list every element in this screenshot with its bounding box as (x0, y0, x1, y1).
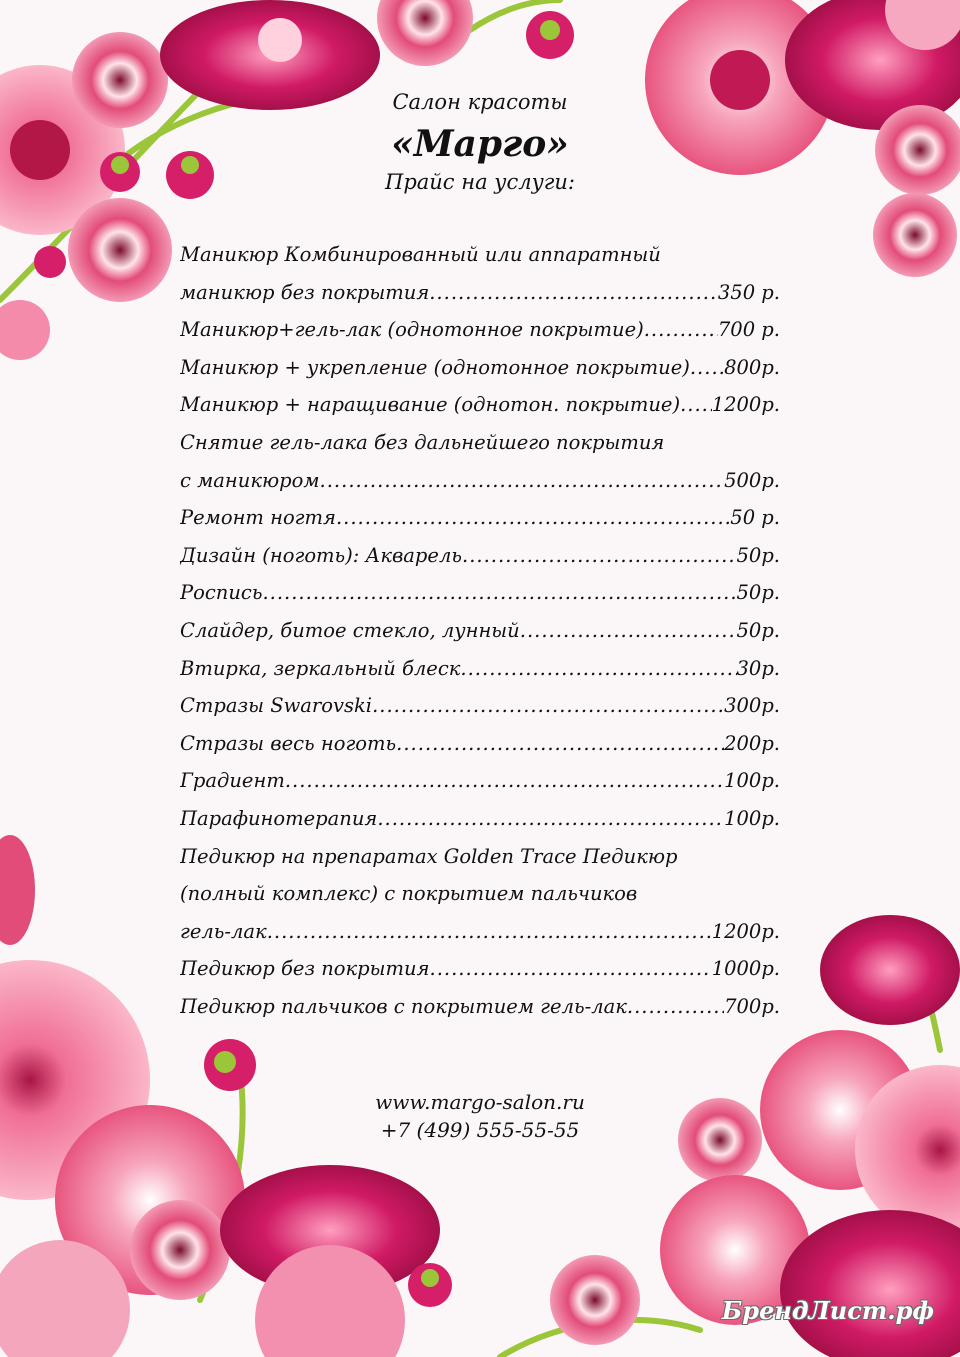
service-line (180, 386, 780, 424)
service-name: Маникюр+гель-лак (однотонное покрытие) (180, 318, 644, 342)
price-list-heading: Прайс на услуги: (385, 170, 575, 194)
dot-leader (320, 462, 725, 500)
watermark-logo: БрендЛист.рф (721, 1296, 934, 1325)
service-line (180, 687, 780, 725)
service-price: 350 р. (717, 280, 780, 304)
dot-leader (520, 612, 737, 650)
service-line (180, 236, 780, 274)
salon-subtitle: Салон красоты (392, 90, 568, 114)
service-line (180, 762, 780, 800)
service-name: Роспись (180, 581, 263, 605)
service-price: 200р. (724, 731, 780, 755)
service-price: 50 р. (730, 506, 780, 530)
service-line (180, 650, 780, 688)
dot-leader (690, 349, 724, 387)
service-line (180, 612, 780, 650)
service-name: Маникюр + наращивание (однотон. покрытие) (180, 393, 681, 417)
service-price: 1000р. (711, 957, 780, 981)
dot-leader (429, 274, 718, 312)
service-text: (полный комплекс) с покрытием пальчиков (180, 882, 638, 906)
service-name: Дизайн (ноготь): Акварель (180, 543, 462, 567)
service-line (180, 349, 780, 387)
service-line (180, 950, 780, 988)
phone-number[interactable]: +7 (499) 555-55-55 (380, 1118, 580, 1142)
service-price: 1200р. (711, 393, 780, 417)
service-text: Педикюр на препаратах Golden Trace Педикюр (180, 844, 678, 868)
service-line (180, 988, 780, 1026)
service-name: Маникюр + укрепление (однотонное покрытие) (180, 355, 690, 379)
service-line (180, 462, 780, 500)
dot-leader (680, 386, 712, 424)
service-name: Парафинотерапия (180, 806, 378, 830)
service-price: 700 р. (717, 318, 780, 342)
service-price: 50р. (736, 618, 780, 642)
service-line (180, 424, 780, 462)
service-line (180, 499, 780, 537)
service-text: Снятие гель-лака без дальнейшего покрытия (180, 430, 665, 454)
service-name: Градиент (180, 769, 285, 793)
dot-leader (627, 988, 724, 1026)
service-name: Втирка, зеркальный блеск (180, 656, 461, 680)
service-text: Маникюр Комбинированный или аппаратный (180, 243, 661, 266)
dot-leader (285, 762, 724, 800)
service-price: 500р. (724, 468, 780, 492)
service-line (180, 537, 780, 575)
dot-leader (262, 574, 736, 612)
service-price: 30р. (736, 656, 780, 680)
dot-leader (460, 650, 736, 688)
service-line (180, 574, 780, 612)
dot-leader (430, 950, 712, 988)
service-price: 100р. (724, 806, 780, 830)
service-name: Педикюр пальчиков с покрытием гель-лак (180, 994, 627, 1018)
dot-leader (396, 725, 724, 763)
dot-leader (336, 499, 730, 537)
website-link[interactable]: www.margo-salon.ru (375, 1090, 585, 1114)
dot-leader (462, 537, 737, 575)
service-line (180, 875, 780, 913)
service-price: 50р. (736, 581, 780, 605)
dot-leader (372, 687, 724, 725)
service-price: 100р. (724, 769, 780, 793)
service-price-list (180, 236, 780, 1025)
service-name: Стразы весь ноготь (180, 731, 397, 755)
dot-leader (377, 800, 724, 838)
service-price: 1200р. (711, 919, 780, 943)
service-name: Ремонт ногтя (180, 506, 336, 530)
service-line (180, 838, 780, 876)
service-line (180, 311, 780, 349)
dot-leader (644, 311, 718, 349)
service-line (180, 913, 780, 951)
left-middle-flower (0, 835, 35, 945)
service-price: 50р. (736, 543, 780, 567)
salon-name: «Марго» (391, 123, 569, 165)
service-line (180, 800, 780, 838)
service-name: Слайдер, битое стекло, лунный (180, 618, 520, 642)
service-price: 800р. (724, 355, 780, 379)
service-line (180, 274, 780, 312)
service-name: Педикюр без покрытия (180, 957, 430, 981)
dot-leader (267, 913, 712, 951)
service-price: 700р. (724, 994, 780, 1018)
service-name: гель-лак (180, 919, 267, 943)
service-price: 300р. (724, 694, 780, 718)
top-center-flowers (377, 0, 574, 66)
service-name: маникюр без покрытия (180, 280, 430, 304)
service-name: Стразы Swarovski (180, 694, 373, 718)
service-line (180, 725, 780, 763)
service-name: с маникюром (180, 468, 320, 492)
